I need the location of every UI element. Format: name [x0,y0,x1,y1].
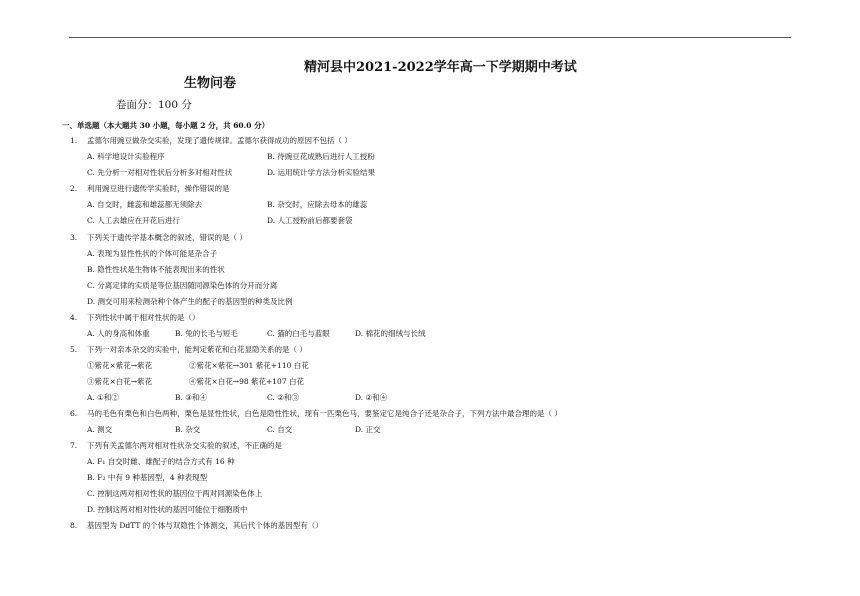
question-text: 孟德尔用豌豆做杂交实验，发现了遗传规律。孟德尔获得成功的原因不包括（ ） [87,136,352,145]
cross-item: ②紫花×紫花→301 紫花+110 白花 [189,361,309,370]
option-b: B. 杂交 [175,425,201,434]
question-number: 6. [70,409,78,418]
option-b: B. 杂交时，应除去母本的雄蕊 [267,200,368,209]
question-text: 基因型为 DdTT 的个体与双隐性个体测交，其后代个体的基因型有（） [87,521,323,530]
question-number: 2. [70,184,78,193]
option-c: C. 控制这两对相对性状的基因位于两对同源染色体上 [87,489,263,498]
option-d: D. ②和④ [355,393,388,402]
option-c: C. ②和③ [267,393,299,402]
question-number: 1. [70,136,78,145]
option-c: C. 猫的白毛与蓝眼 [267,329,330,338]
option-a: A. 表现为显性性状的个体可能是杂合子 [87,249,218,258]
option-a: A. 测交 [87,425,113,434]
question-text: 马的毛色有栗色和白色两种，栗色是显性性状，白色是隐性性状，现有一匹栗色马，要鉴定它是纯合子还是杂合子，下列方法中最合理的是（ ） [87,409,562,418]
cross-item: ③紫花×白花→紫花 [87,377,153,386]
option-d: D. 人工授粉前后都要套袋 [267,216,353,225]
option-d: D. 正交 [355,425,381,434]
question-number: 5. [70,345,78,354]
option-c: C. 分离定律的实质是等位基因随同源染色体的分开而分离 [87,281,278,290]
option-b: B. 兔的长毛与短毛 [175,329,238,338]
question-number: 3. [70,233,78,242]
question-number: 7. [70,441,78,450]
question-text: 下列性状中属于相对性状的是（） [87,313,200,322]
option-d: D. 控制这两对相对性状的基因可能位于细胞质中 [87,505,248,514]
score-label: 卷面分：100 分 [116,99,192,111]
option-d: D. 棉花的细绒与长绒 [355,329,426,338]
cross-item: ①紫花×紫花→紫花 [87,361,153,370]
option-b: B. 待豌豆花成熟后进行人工授粉 [267,152,375,161]
question-text: 下列一对亲本杂交的实验中，能判定紫花和白花显隐关系的是（ ） [87,345,307,354]
option-a: A. 人的身高和体重 [87,329,150,338]
option-a: A. 科学地设计实验程序 [87,152,165,161]
question-text: 下列关于遗传学基本概念的叙述，错误的是（ ） [87,233,247,242]
option-c: C. 自交 [267,425,293,434]
header-rule [69,37,791,38]
option-d: D. 运用统计学方法分析实验结果 [267,168,376,177]
option-c: C. 先分析一对相对性状后分析多对相对性状 [87,168,233,177]
question-number: 8. [70,521,78,530]
option-c: C. 人工去雄应在开花后进行 [87,216,180,225]
option-b: B. F₂ 中有 9 种基因型，4 种表现型 [87,473,208,482]
page-title: 精河县中2021-2022学年高一下学期期中考试 [304,60,577,75]
section-heading: 一、单选题（本大题共 30 小题，每小题 2 分，共 60.0 分） [62,121,270,130]
cross-item: ④紫花×白花→98 紫花+107 白花 [189,377,304,386]
option-b: B. ③和④ [175,393,208,402]
option-b: B. 隐性性状是生物体不能表现出来的性状 [87,265,225,274]
question-text: 下列有关孟德尔两对相对性状杂交实验的叙述，不正确的是 [87,441,282,450]
question-text: 利用豌豆进行遗传学实验时，操作错误的是 [87,184,230,193]
option-a: A. F₁ 自交时雌、雄配子的结合方式有 16 种 [87,457,235,466]
option-a: A. ①和② [87,393,119,402]
option-a: A. 自交时，雌蕊和雄蕊都无须除去 [87,200,203,209]
question-number: 4. [70,313,78,322]
option-d: D. 测交可用来检测杂种个体产生的配子的基因型的种类及比例 [87,297,293,306]
page-subtitle: 生物问卷 [184,76,237,91]
